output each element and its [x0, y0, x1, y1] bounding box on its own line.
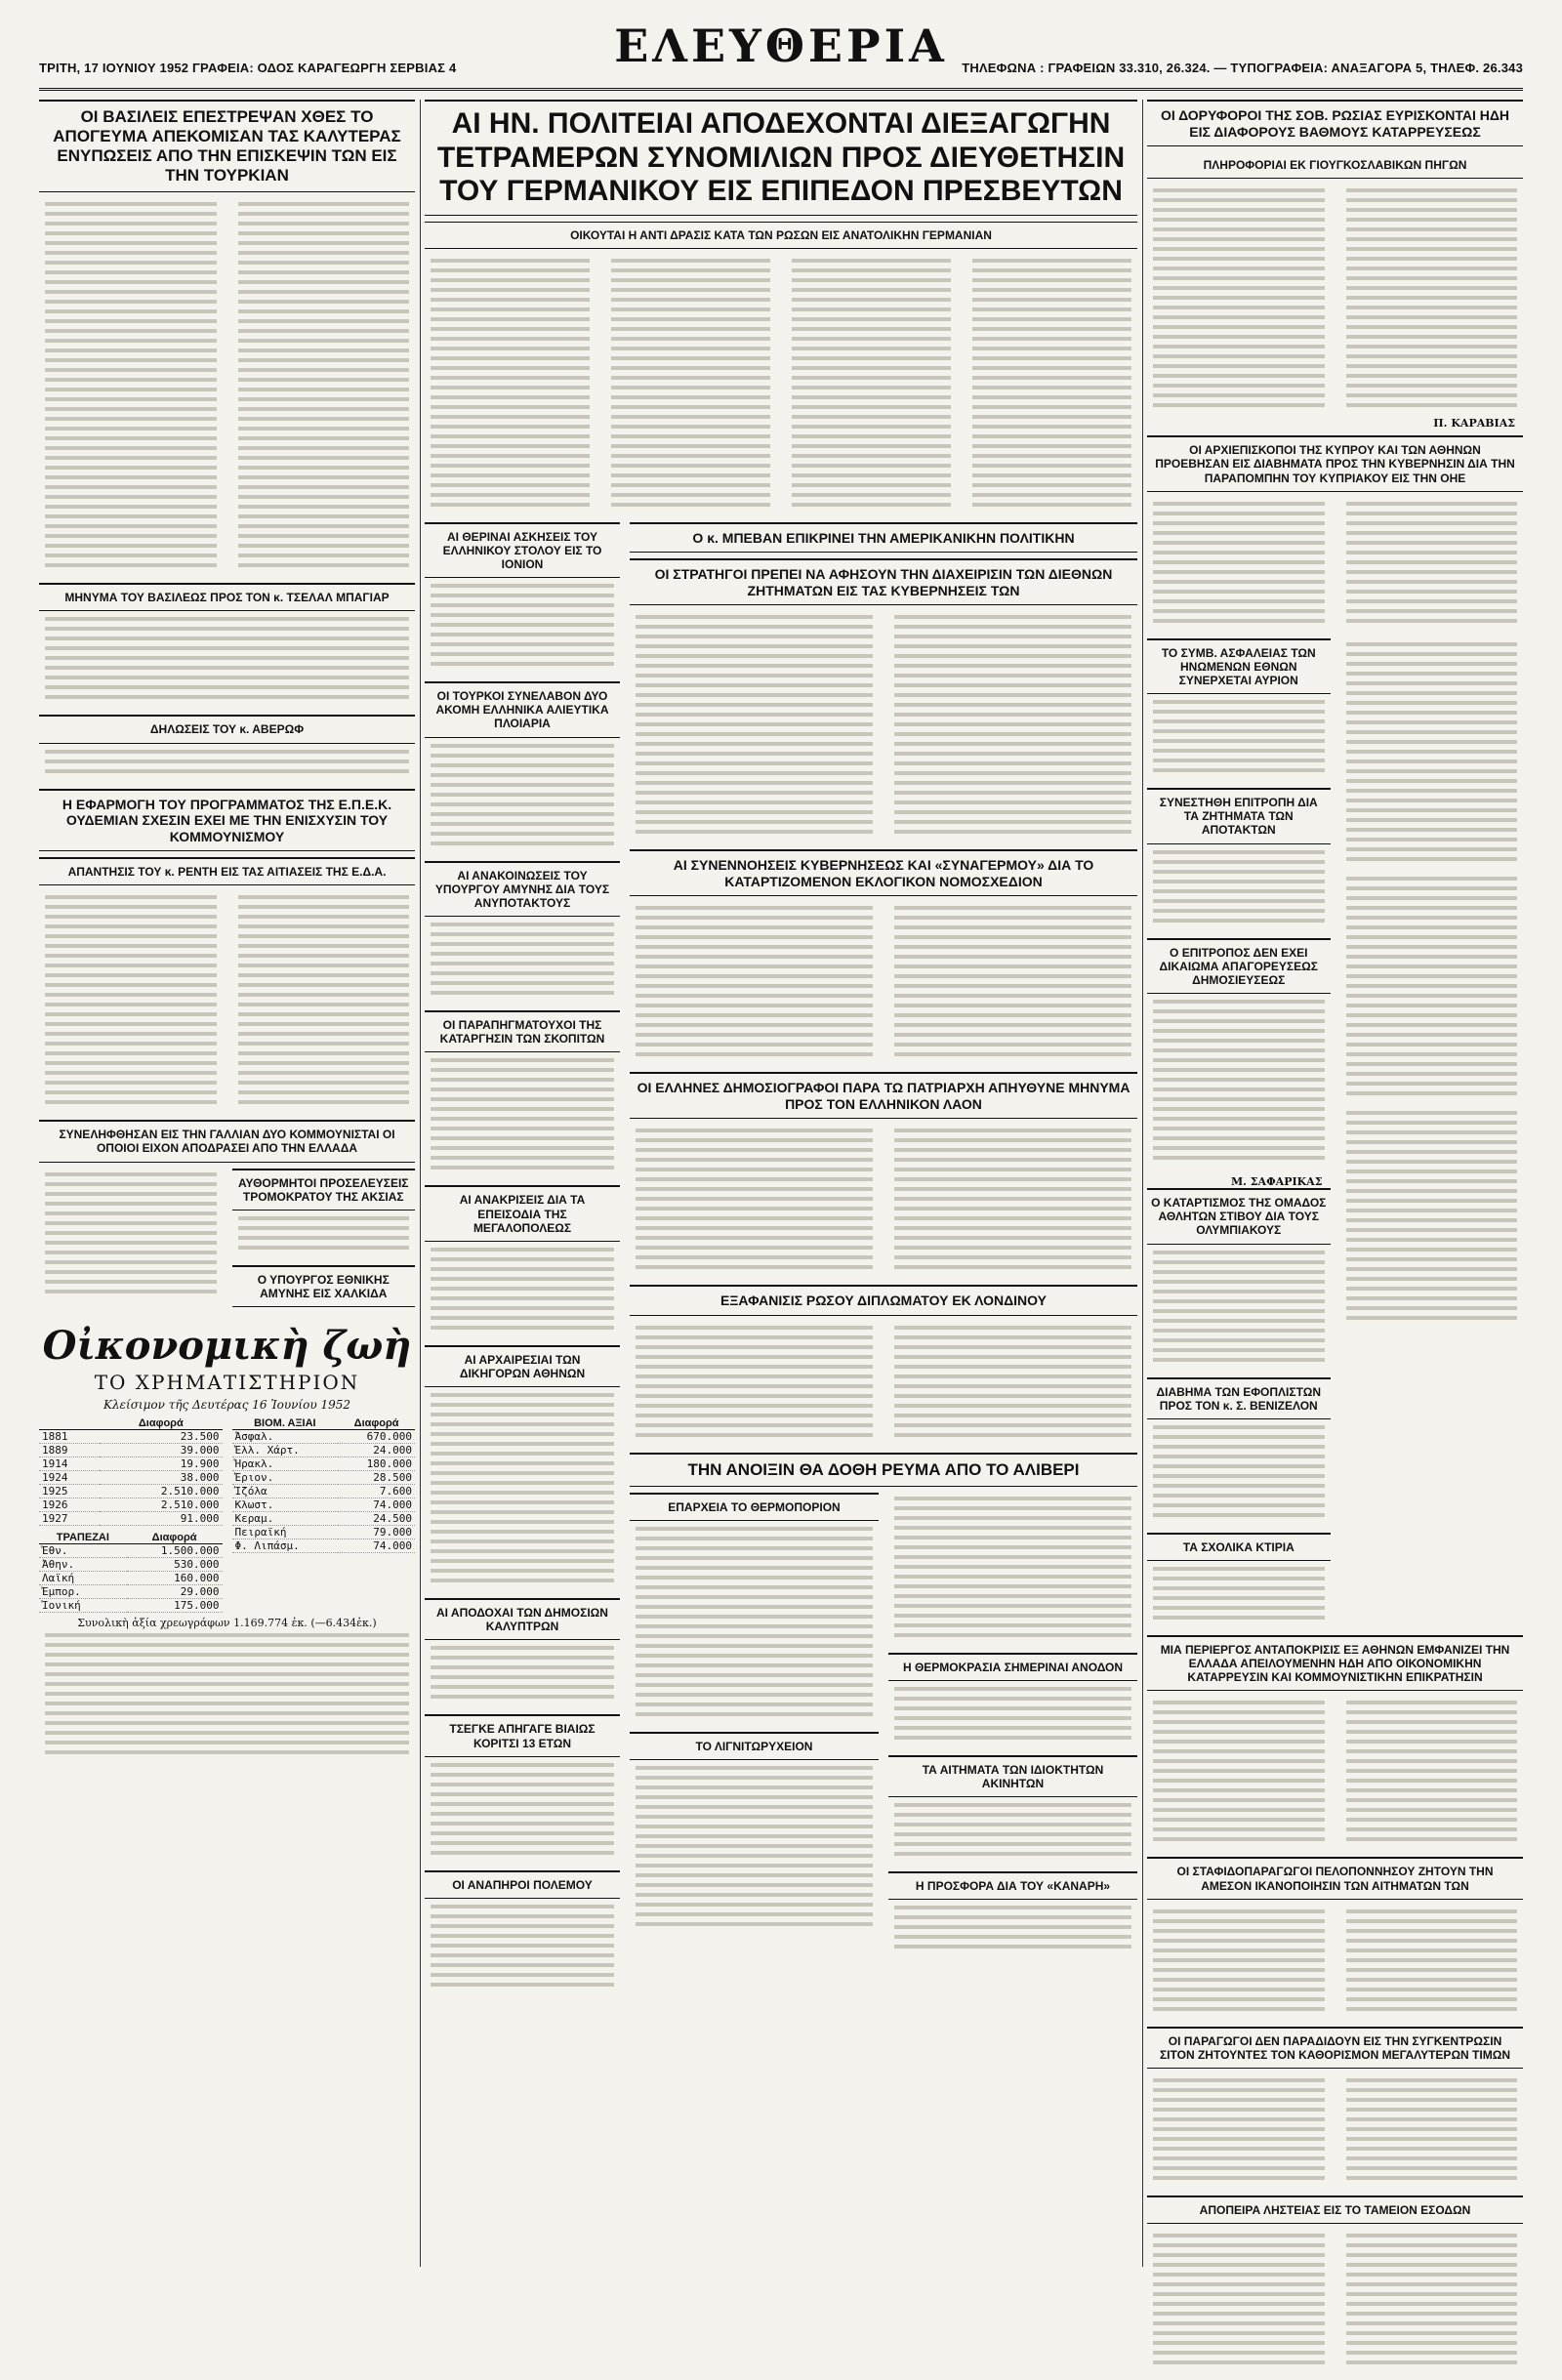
table-cell-label: Ἀθην. [39, 1558, 127, 1572]
newspaper-page [39, 20, 1523, 2275]
table-cell-label: Πειραϊκή [232, 1526, 339, 1539]
headline: ΑΥΘΟΡΜΗΤΟΙ ΠΡΟΣΕΛΕΥΣΕΙΣ ΤΡΟΜΟΚΡΑΤΟΥ ΤΗΣ ΑΚΣΙΑΣ [232, 1169, 416, 1211]
stock-exchange-title: ΤΟ ΧΡΗΜΑΤΙΣΤΗΡΙΟΝ [94, 1371, 360, 1395]
article-body [238, 895, 410, 1110]
table-cell-value: 19.900 [100, 1457, 222, 1471]
headline: ΕΠΑΡΧΕΙΑ ΤΟ ΘΕΡΜΟΠΟΡΙΟΝ [630, 1493, 879, 1521]
table-cell-value: 160.000 [127, 1572, 223, 1585]
stock-total: Συνολικὴ ἀξία χρεωγράφων 1.169.774 ἐκ. (—6.434ἐκ.) [77, 1617, 377, 1630]
masthead [39, 20, 1523, 91]
article-body [894, 1128, 1131, 1275]
article-body [45, 750, 409, 779]
table-cell-value: 2.510.000 [100, 1485, 222, 1498]
industrial-table: ΒΙΟΜ. ΑΞΙΑΙ Διαφορά Ἀσφαλ. 670.000 Ἑλλ. Χάρτ. 24.000 Ἡρακλ. 180.000 Ἐριον. 28.500 Ἰζόλα 7.600 Κλωστ. 74.000 Κεραμ. 24.500 Πειραϊκή 79.000 Φ. Λιπάσμ. 74.000 [232, 1417, 416, 1553]
article-body [1153, 1701, 1325, 1847]
table-cell-label: Ἐθν. [39, 1544, 127, 1558]
article-body [431, 1763, 614, 1861]
article-body [431, 1058, 614, 1175]
article-body [1346, 1909, 1518, 2017]
headline: ΣΥΝΕΣΤΗΘΗ ΕΠΙΤΡΟΠΗ ΔΙΑ ΤΑ ΖΗΤΗΜΑΤΑ ΤΩΝ ΑΠΟΤΑΚΤΩΝ [1147, 788, 1331, 843]
table-cell-value: 74.000 [338, 1498, 415, 1512]
table-cell-label: 1925 [39, 1485, 100, 1498]
headline: ΤΗΝ ΑΝΟΙΞΙΝ ΘΑ ΔΟΘΗ ΡΕΥΜΑ ΑΠΟ ΤΟ ΑΛΙΒΕΡΙ [630, 1453, 1137, 1487]
article-body [1153, 188, 1325, 413]
contact-line: ΤΗΛΕΦΩΝΑ : ΓΡΑΦΕΙΩΝ 33.310, 26.324. — ΤΥΠΟΓΡΑΦΕΙΑ: ΑΝΑΞΑΓΟΡΑ 5, ΤΗΛΕΦ. 26.343 [962, 61, 1523, 75]
headline: ΤΣΕΓΚΕ ΑΠΗΓΑΓΕ ΒΙΑΙΩΣ ΚΟΡΙΤΣΙ 13 ΕΤΩΝ [425, 1714, 620, 1756]
table-row [39, 1430, 223, 1444]
article-body [1153, 2078, 1325, 2186]
headline: Η ΠΡΟΣΦΟΡΑ ΔΙΑ ΤΟΥ «ΚΑΝΑΡΗ» [888, 1871, 1137, 1900]
subheadline: ΟΙΚΟΥΤΑΙ Η ΑΝΤΙ ΔΡΑΣΙΣ ΚΑΤΑ ΤΩΝ ΡΩΣΩΝ ΕΙΣ ΑΝΑΤΟΛΙΚΗΝ ΓΕΡΜΑΝΙΑΝ [425, 222, 1137, 249]
table-row [232, 1457, 416, 1471]
table-cell-value: 180.000 [338, 1457, 415, 1471]
table-row [39, 1471, 223, 1485]
article-body [636, 1326, 873, 1443]
headline: ΑΙ ΑΡΧΑΙΡΕΣΙΑΙ ΤΩΝ ΔΙΚΗΓΟΡΩΝ ΑΘΗΝΩΝ [425, 1345, 620, 1387]
headline: ΟΙ ΑΡΧΙΕΠΙΣΚΟΠΟΙ ΤΗΣ ΚΥΠΡΟΥ ΚΑΙ ΤΩΝ ΑΘΗΝΩΝ ΠΡΟΕΒΗΣΑΝ ΕΙΣ ΔΙΑΒΗΜΑΤΑ ΠΡΟΣ ΤΗΝ ΚΥΒΕΡΝΗΣΙΝ ΔΙΑ ΤΗΝ ΠΑΡΑΠΟΜΠΗΝ ΤΟΥ ΚΥΠΡΙΑΚΟΥ ΕΙΣ ΤΗΝ ΟΗΕ [1147, 435, 1523, 491]
headline: ΔΙΑΒΗΜΑ ΤΩΝ ΕΦΟΠΛΙΣΤΩΝ ΠΡΟΣ ΤΟΝ κ. Σ. ΒΕΝΙΖΕΛΟΝ [1147, 1377, 1331, 1419]
article-body [894, 906, 1131, 1062]
table-cell-value: 29.000 [127, 1585, 223, 1599]
article-body [1346, 642, 1518, 867]
article-body [1346, 188, 1518, 413]
table-cell-label: 1881 [39, 1430, 100, 1444]
dateline: ΤΡΙΤΗ, 17 ΙΟΥΝΙΟΥ 1952 ΓΡΑΦΕΙΑ: ΟΔΟΣ ΚΑΡΑΓΕΩΡΓΗ ΣΕΡΒΙΑΣ 4 [39, 61, 457, 75]
table-cell-label: 1926 [39, 1498, 100, 1512]
article-body [636, 906, 873, 1062]
table-cell-value: 7.600 [338, 1485, 415, 1498]
article-body [972, 259, 1131, 513]
table-row [39, 1572, 223, 1585]
table-cell-label: Ἐριον. [232, 1471, 339, 1485]
headline: ΣΥΝΕΛΗΦΘΗΣΑΝ ΕΙΣ ΤΗΝ ΓΑΛΛΙΑΝ ΔΥΟ ΚΟΜΜΟΥΝΙΣΤΑΙ ΟΙ ΟΠΟΙΟΙ ΕΙΧΟΝ ΑΠΟΔΡΑΣΕΙ ΑΠΟ ΤΗΝ ΕΛΛΑΔΑ [39, 1120, 415, 1162]
headline: ΑΠΑΝΤΗΣΙΣ ΤΟΥ κ. ΡΕΝΤΗ ΕΙΣ ΤΑΣ ΑΙΤΙΑΣΕΙΣ ΤΗΣ Ε.Δ.Α. [39, 857, 415, 885]
table-cell-value: 91.000 [100, 1512, 222, 1526]
article-body [1153, 1567, 1325, 1625]
article-body [1153, 2234, 1325, 2370]
article-body [45, 895, 217, 1110]
table-cell-value: 28.500 [338, 1471, 415, 1485]
table-cell-label: 1914 [39, 1457, 100, 1471]
table-cell-label: 1889 [39, 1444, 100, 1457]
table-cell-label: Κεραμ. [232, 1512, 339, 1526]
headline: ΑΠΟΠΕΙΡΑ ΛΗΣΤΕΙΑΣ ΕΙΣ ΤΟ ΤΑΜΕΙΟΝ ΕΣΟΔΩΝ [1147, 2195, 1523, 2224]
headline: Ο ΥΠΟΥΡΓΟΣ ΕΘΝΙΚΗΣ ΑΜΥΝΗΣ ΕΙΣ ΧΑΛΚΙΔΑ [232, 1265, 416, 1307]
column-rule [420, 100, 421, 2267]
table-cell-label: Κλωστ. [232, 1498, 339, 1512]
newspaper-title: ΕΛΕΥΘΕΡΙΑ [614, 20, 948, 72]
table-row [232, 1512, 416, 1526]
article-body [894, 1497, 1131, 1643]
bonds-table: Διαφορά 1881 23.500 1889 39.000 1914 19.900 1924 38.000 1925 2.510.000 1926 2.510.000 1927 91.000 [39, 1417, 223, 1526]
table-cell-value: 79.000 [338, 1526, 415, 1539]
article-body [1346, 2078, 1518, 2186]
article-body [1346, 877, 1518, 1101]
middle-column [425, 100, 1137, 2002]
article-body [636, 615, 873, 840]
article-body [431, 1646, 614, 1704]
table-cell-value: 24.500 [338, 1512, 415, 1526]
column-rule [1142, 100, 1143, 2267]
headline: ΑΙ ΘΕΡΙΝΑΙ ΑΣΚΗΣΕΙΣ ΤΟΥ ΕΛΛΗΝΙΚΟΥ ΣΤΟΛΟΥ ΕΙΣ ΤΟ ΙΟΝΙΟΝ [425, 522, 620, 578]
table-cell-label: Ἰζόλα [232, 1485, 339, 1498]
article-body [431, 1393, 614, 1588]
table-cell-value: 2.510.000 [100, 1498, 222, 1512]
article-body [1153, 1251, 1325, 1368]
table-cell-value: 23.500 [100, 1430, 222, 1444]
table-row [232, 1444, 416, 1457]
stock-exchange-date: Κλείσιμον τῆς Δευτέρας 16 Ἰουνίου 1952 [103, 1398, 350, 1413]
banks-table: ΤΡΑΠΕΖΑΙ Διαφορά Ἐθν. 1.500.000 Ἀθην. 530.000 Λαϊκή 160.000 Ἐμπορ. 29.000 Ἰονική 175.000 [39, 1532, 223, 1613]
table-cell-value: 1.500.000 [127, 1544, 223, 1558]
article-body [238, 1216, 410, 1255]
table-cell-label: Φ. Λιπάσμ. [232, 1539, 339, 1553]
table-cell-label: Ἐμπορ. [39, 1585, 127, 1599]
headline: ΟΙ ΠΑΡΑΠΗΓΜΑΤΟΥΧΟΙ ΤΗΣ ΚΑΤΑΡΓΗΣΙΝ ΤΩΝ ΣΚΟΠΙΤΩΝ [425, 1010, 620, 1052]
article-body [1346, 502, 1518, 629]
table-row [39, 1485, 223, 1498]
byline: Μ. ΣΑΦΑΡΙΚΑΣ [1230, 1175, 1323, 1189]
table-cell-value: 670.000 [338, 1430, 415, 1444]
article-body [238, 202, 410, 573]
left-column [39, 100, 415, 1770]
headline: ΤΟ ΣΥΜΒ. ΑΣΦΑΛΕΙΑΣ ΤΩΝ ΗΝΩΜΕΝΩΝ ΕΘΝΩΝ ΣΥΝΕΡΧΕΤΑΙ ΑΥΡΙΟΝ [1147, 638, 1331, 694]
headline: ΜΙΑ ΠΕΡΙΕΡΓΟΣ ΑΝΤΑΠΟΚΡΙΣΙΣ ΕΞ ΑΘΗΝΩΝ ΕΜΦΑΝΙΖΕΙ ΤΗΝ ΕΛΛΑΔΑ ΑΠΕΙΛΟΥΜΕΝΗΝ ΗΔΗ ΑΠΟ ΟΙΚΟΝΟΜΙΚΗΝ ΚΑΤΑΡΡΕΥΣΙΝ ΚΑΙ ΚΟΜΜΟΥΝΙΣΤΙΚΗΝ ΕΠΙΚΡΑΤΗΣΙΝ [1147, 1635, 1523, 1691]
article-body [1346, 2234, 1518, 2370]
article-body [1153, 502, 1325, 629]
article-body [1153, 1000, 1325, 1166]
headline: ΤΟ ΛΙΓΝΙΤΩΡΥΧΕΙΟΝ [630, 1732, 879, 1760]
article-body [636, 1766, 873, 1932]
headline: ΔΗΛΩΣΕΙΣ ΤΟΥ κ. ΑΒΕΡΩΦ [39, 715, 415, 743]
article-body [1346, 1701, 1518, 1847]
article-body [45, 617, 409, 705]
article-body [431, 1248, 614, 1335]
headline: ΑΙ ΑΠΟΔΟΧΑΙ ΤΩΝ ΔΗΜΟΣΙΩΝ ΚΑΛΥΠΤΡΩΝ [425, 1598, 620, 1640]
table-row [39, 1599, 223, 1613]
article-body [431, 923, 614, 1001]
economy-title: Οἰκονομικὴ ζωὴ [42, 1323, 412, 1370]
right-column [1147, 100, 1523, 2380]
headline: Η ΘΕΡΜΟΚΡΑΣΙΑ ΣΗΜΕΡΙΝΑΙ ΑΝΟΔΟΝ [888, 1653, 1137, 1681]
headline: ΑΙ ΑΝΑΚΟΙΝΩΣΕΙΣ ΤΟΥ ΥΠΟΥΡΓΟΥ ΑΜΥΝΗΣ ΔΙΑ ΤΟΥΣ ΑΝΥΠΟΤΑΚΤΟΥΣ [425, 861, 620, 917]
article-body [431, 744, 614, 851]
table-row [39, 1498, 223, 1512]
article-body [611, 259, 770, 513]
headline: Ο ΚΑΤΑΡΤΙΣΜΟΣ ΤΗΣ ΟΜΑΔΟΣ ΑΘΛΗΤΩΝ ΣΤΙΒΟΥ ΔΙΑ ΤΟΥΣ ΟΛΥΜΠΙΑΚΟΥΣ [1147, 1188, 1331, 1244]
table-row [39, 1585, 223, 1599]
article-body [1153, 1909, 1325, 2017]
article-body [45, 1172, 217, 1299]
headline: ΟΙ ΑΝΑΠΗΡΟΙ ΠΟΛΕΜΟΥ [425, 1870, 620, 1899]
table-cell-value: 74.000 [338, 1539, 415, 1553]
headline: ΑΙ ΑΝΑΚΡΙΣΕΙΣ ΔΙΑ ΤΑ ΕΠΕΙΣΟΔΙΑ ΤΗΣ ΜΕΓΑΛΟΠΟΛΕΩΣ [425, 1185, 620, 1241]
article-body [894, 1906, 1131, 1954]
table-row [39, 1544, 223, 1558]
headline: Ο ΕΠΙΤΡΟΠΟΣ ΔΕΝ ΕΧΕΙ ΔΙΚΑΙΩΜΑ ΑΠΑΓΟΡΕΥΣΕΩΣ ΔΗΜΟΣΙΕΥΣΕΩΣ [1147, 938, 1331, 994]
article-body [792, 259, 951, 513]
table-row [232, 1526, 416, 1539]
article-body [636, 1527, 873, 1722]
headline: ΑΙ ΣΥΝΕΝΝΟΗΣΕΙΣ ΚΥΒΕΡΝΗΣΕΩΣ ΚΑΙ «ΣΥΝΑΓΕΡΜΟΥ» ΔΙΑ ΤΟ ΚΑΤΑΡΤΙΖΟΜΕΝΟΝ ΕΚΛΟΓΙΚΟΝ ΝΟΜΟΣΧΕΔΙΟΝ [630, 849, 1137, 896]
table-cell-label: 1924 [39, 1471, 100, 1485]
table-cell-label: Ἡρακλ. [232, 1457, 339, 1471]
article-body [894, 1326, 1131, 1443]
headline: ΟΙ ΔΟΡΥΦΟΡΟΙ ΤΗΣ ΣΟΒ. ΡΩΣΙΑΣ ΕΥΡΙΣΚΟΝΤΑΙ ΗΔΗ ΕΙΣ ΔΙΑΦΟΡΟΥΣ ΒΑΘΜΟΥΣ ΚΑΤΑΡΡΕΥΣΕΩΣ [1147, 100, 1523, 146]
byline: Π. ΚΑΡΑΒΙΑΣ [1433, 417, 1515, 431]
table-cell-label: Ἰονική [39, 1599, 127, 1613]
table-row [39, 1512, 223, 1526]
article-body [894, 1803, 1131, 1862]
headline: ΟΙ ΣΤΡΑΤΗΓΟΙ ΠΡΕΠΕΙ ΝΑ ΑΦΗΣΟΥΝ ΤΗΝ ΔΙΑΧΕΙΡΙΣΙΝ ΤΩΝ ΔΙΕΘΝΩΝ ΖΗΤΗΜΑΤΩΝ ΕΙΣ ΤΑΣ ΚΥΒΕΡΝΗΣΕΙΣ ΤΩΝ [630, 558, 1137, 605]
headline: Ο κ. ΜΠΕΒΑΝ ΕΠΙΚΡΙΝΕΙ ΤΗΝ ΑΜΕΡΙΚΑΝΙΚΗΝ ΠΟΛΙΤΙΚΗΝ [630, 522, 1137, 554]
table-cell-value: 38.000 [100, 1471, 222, 1485]
article-body [431, 259, 590, 513]
headline: ΕΞΑΦΑΝΙΣΙΣ ΡΩΣΟΥ ΔΙΠΛΩΜΑΤΟΥ ΕΚ ΛΟΝΔΙΝΟΥ [630, 1285, 1137, 1316]
table-cell-value: 530.000 [127, 1558, 223, 1572]
table-row [232, 1485, 416, 1498]
headline: ΟΙ ΕΛΛΗΝΕΣ ΔΗΜΟΣΙΟΓΡΑΦΟΙ ΠΑΡΑ ΤΩ ΠΑΤΡΙΑΡΧΗ ΑΠΗΥΘΥΝΕ ΜΗΝΥΜΑ ΠΡΟΣ ΤΟΝ ΕΛΛΗΝΙΚΟΝ ΛΑΟΝ [630, 1072, 1137, 1119]
table-row [232, 1539, 416, 1553]
table-cell-label: Ἀσφαλ. [232, 1430, 339, 1444]
article-body [894, 1687, 1131, 1745]
headline: ΜΗΝΥΜΑ ΤΟΥ ΒΑΣΙΛΕΩΣ ΠΡΟΣ ΤΟΝ κ. ΤΣΕΛΑΛ ΜΠΑΓΙΑΡ [39, 583, 415, 611]
headline: ΟΙ ΠΑΡΑΓΩΓΟΙ ΔΕΝ ΠΑΡΑΔΙΔΟΥΝ ΕΙΣ ΤΗΝ ΣΥΓΚΕΝΤΡΩΣΙΝ ΣΙΤΟΝ ΖΗΤΟΥΝΤΕΣ ΤΟΝ ΚΑΘΟΡΙΣΜΟΝ ΜΕΓΑΛΥΤΕΡΩΝ ΤΙΜΩΝ [1147, 2027, 1523, 2069]
headline: ΟΙ ΤΟΥΡΚΟΙ ΣΥΝΕΛΑΒΟΝ ΔΥΟ ΑΚΟΜΗ ΕΛΛΗΝΙΚΑ ΑΛΙΕΥΤΙΚΑ ΠΛΟΙΑΡΙΑ [425, 681, 620, 737]
subheadline: ΠΛΗΡΟΦΟΡΙΑΙ ΕΚ ΓΙΟΥΓΚΟΣΛΑΒΙΚΩΝ ΠΗΓΩΝ [1147, 152, 1523, 179]
table-cell-label: 1927 [39, 1512, 100, 1526]
headline: ΤΑ ΑΙΤΗΜΑΤΑ ΤΩΝ ΙΔΙΟΚΤΗΤΩΝ ΑΚΙΝΗΤΩΝ [888, 1755, 1137, 1797]
table-cell-value: 175.000 [127, 1599, 223, 1613]
article-body [636, 1128, 873, 1275]
table-row [39, 1457, 223, 1471]
table-row [39, 1558, 223, 1572]
headline: ΤΑ ΣΧΟΛΙΚΑ ΚΤΙΡΙΑ [1147, 1533, 1331, 1561]
table-cell-label: Λαϊκή [39, 1572, 127, 1585]
article-body [431, 584, 614, 672]
table-cell-label: Ἑλλ. Χάρτ. [232, 1444, 339, 1457]
table-row [232, 1498, 416, 1512]
headline: Η ΕΦΑΡΜΟΓΗ ΤΟΥ ΠΡΟΓΡΑΜΜΑΤΟΣ ΤΗΣ Ε.Π.Ε.Κ. ΟΥΔΕΜΙΑΝ ΣΧΕΣΙΝ ΕΧΕΙ ΜΕ ΤΗΝ ΕΝΙΣΧΥΣΙΝ ΤΟΥ ΚΟΜΜΟΥΝΙΣΜΟΥ [39, 789, 415, 852]
article-body [45, 1633, 409, 1760]
table-row [232, 1471, 416, 1485]
article-body [1153, 850, 1325, 928]
article-body [1346, 1111, 1518, 1326]
article-body [1153, 700, 1325, 778]
table-row [232, 1430, 416, 1444]
article-body [894, 615, 1131, 840]
table-cell-value: 24.000 [338, 1444, 415, 1457]
headline: ΟΙ ΣΤΑΦΙΔΟΠΑΡΑΓΩΓΟΙ ΠΕΛΟΠΟΝΝΗΣΟΥ ΖΗΤΟΥΝ ΤΗΝ ΑΜΕΣΟΝ ΙΚΑΝΟΠΟΙΗΣΙΝ ΤΩΝ ΑΙΤΗΜΑΤΩΝ ΤΩΝ [1147, 1857, 1523, 1899]
economy-section [39, 1323, 415, 1760]
table-cell-value: 39.000 [100, 1444, 222, 1457]
headline: ΟΙ ΒΑΣΙΛΕΙΣ ΕΠΕΣΤΡΕΨΑΝ ΧΘΕΣ ΤΟ ΑΠΟΓΕΥΜΑ ΑΠΕΚΟΜΙΣΑΝ ΤΑΣ ΚΑΛΥΤΕΡΑΣ ΕΝΥΠΩΣΕΙΣ ΑΠΟ ΤΗΝ ΕΠΙΣΚΕΨΙΝ ΤΩΝ ΕΙΣ ΤΗΝ ΤΟΥΡΚΙΑΝ [39, 100, 415, 192]
main-headline: ΑΙ ΗΝ. ΠΟΛΙΤΕΙΑΙ ΑΠΟΔΕΧΟΝΤΑΙ ΔΙΕΞΑΓΩΓΗΝ ΤΕΤΡΑΜΕΡΩΝ ΣΥΝΟΜΙΛΙΩΝ ΠΡΟΣ ΔΙΕΥΘΕΤΗΣΙΝ ΤΟΥ ΓΕΡΜΑΝΙΚΟΥ ΕΙΣ ΕΠΙΠΕΔΟΝ ΠΡΕΣΒΕΥΤΩΝ [425, 100, 1137, 216]
article-body [431, 1905, 614, 1992]
article-body [45, 202, 217, 573]
table-row [39, 1444, 223, 1457]
article-body [1153, 1425, 1325, 1523]
